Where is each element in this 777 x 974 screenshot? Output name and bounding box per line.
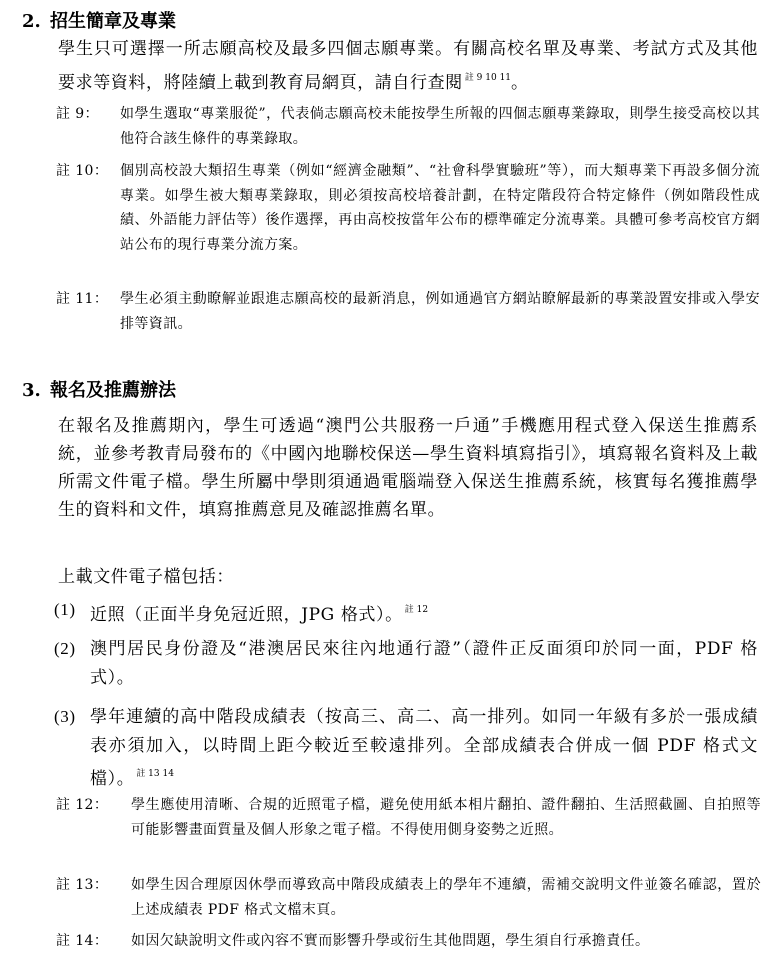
note-text: 個別高校設大類招生專業（例如“經濟金融類”、“社會科學實驗班”等），而大類專業下再設多個分流專業。如學生被大類專業錄取，則必須按高校培養計劃，在特定階段符合特定條件（例如階段性成績、外語能力評估等）後作選擇，再由高校按當年公布的標準確定分流專業。具體可參考高校官方網站公布的現行專業分流方案。 [120, 163, 760, 253]
section-2-paragraph-text: 學生只可選擇一所志願高校及最多四個志願專業。有關高校名單及專業、考試方式及其他要求等資料，將陸續上載到教育局網頁，請自行查閱 [58, 39, 758, 93]
note-label: 註 11： [56, 291, 109, 307]
note-label: 註 13： [56, 877, 109, 893]
section-2-paragraph-end: 。 [511, 72, 529, 93]
section-2-number: 2. [22, 11, 41, 32]
upload-intro: 上載文件電子檔包括： [58, 567, 234, 587]
section-2-paragraph [58, 35, 758, 97]
note-label: 註 9： [56, 106, 99, 122]
section-2-footnote-ref: 註 9 10 11 [464, 72, 512, 83]
note-label: 註 10： [56, 163, 109, 179]
section-2-heading [22, 10, 176, 34]
item-text: 近照（正面半身免冠近照，JPG 格式）。 [90, 605, 403, 625]
section-3-number: 3. [22, 380, 41, 401]
note-text: 如因欠缺說明文件或內容不實而影響升學或衍生其他問題，學生須自行承擔責任。 [131, 933, 650, 949]
item-footnote-ref: 註 13 14 [136, 769, 174, 779]
section-2-title: 招生簡章及專業 [50, 11, 176, 32]
section-3-paragraph: 在報名及推薦期內，學生可透過“澳門公共服務一戶通”手機應用程式登入保送生推薦系統，並參考教青局發布的《中國內地聯校保送—學生資料填寫指引》，填寫報名資料及上載所需文件電子檔。學生所屬中學則須通過電腦端登入保送生推薦系統，核實每名獲推薦學生的資料和文件，填寫推薦意見及確認推薦名單。 [58, 416, 758, 520]
section-3-title: 報名及推薦辦法 [50, 380, 176, 401]
item-footnote-ref: 註 12 [404, 605, 429, 615]
note-label: 註 12： [56, 797, 109, 813]
note-text: 學生必須主動瞭解並跟進志願高校的最新消息，例如通過官方網站瞭解最新的專業設置安排或入學安排等資訊。 [120, 291, 760, 332]
note-label: 註 14： [56, 933, 109, 949]
item-label: (2) [54, 639, 76, 658]
item-label: (3) [54, 707, 76, 726]
section-3-heading [22, 379, 176, 403]
item-text: 澳門居民身份證及“港澳居民來往內地通行證”（證件正反面須印於同一面，PDF 格式）。 [90, 639, 758, 688]
note-text: 學生應使用清晰、合規的近照電子檔，避免使用紙本相片翻拍、證件翻拍、生活照截圖、自拍照等可能影響畫面質量及個人形象之電子檔。不得使用側身姿勢之近照。 [131, 797, 761, 838]
note-text: 如學生選取“專業服從”，代表倘志願高校未能按學生所報的四個志願專業錄取，則學生接受高校以其他符合該生條件的專業錄取。 [120, 106, 760, 147]
note-text: 如學生因合理原因休學而導致高中階段成績表上的學年不連續，需補交說明文件並簽名確認，置於上述成績表 PDF 格式文檔末頁。 [131, 877, 761, 918]
item-text: 學年連續的高中階段成績表（按高三、高二、高一排列。如同一年級有多於一張成績表亦須加入，以時間上距今較近至較遠排列。全部成績表合併成一個 PDF 格式文檔）。 [90, 707, 758, 789]
item-label: (1) [54, 600, 76, 619]
